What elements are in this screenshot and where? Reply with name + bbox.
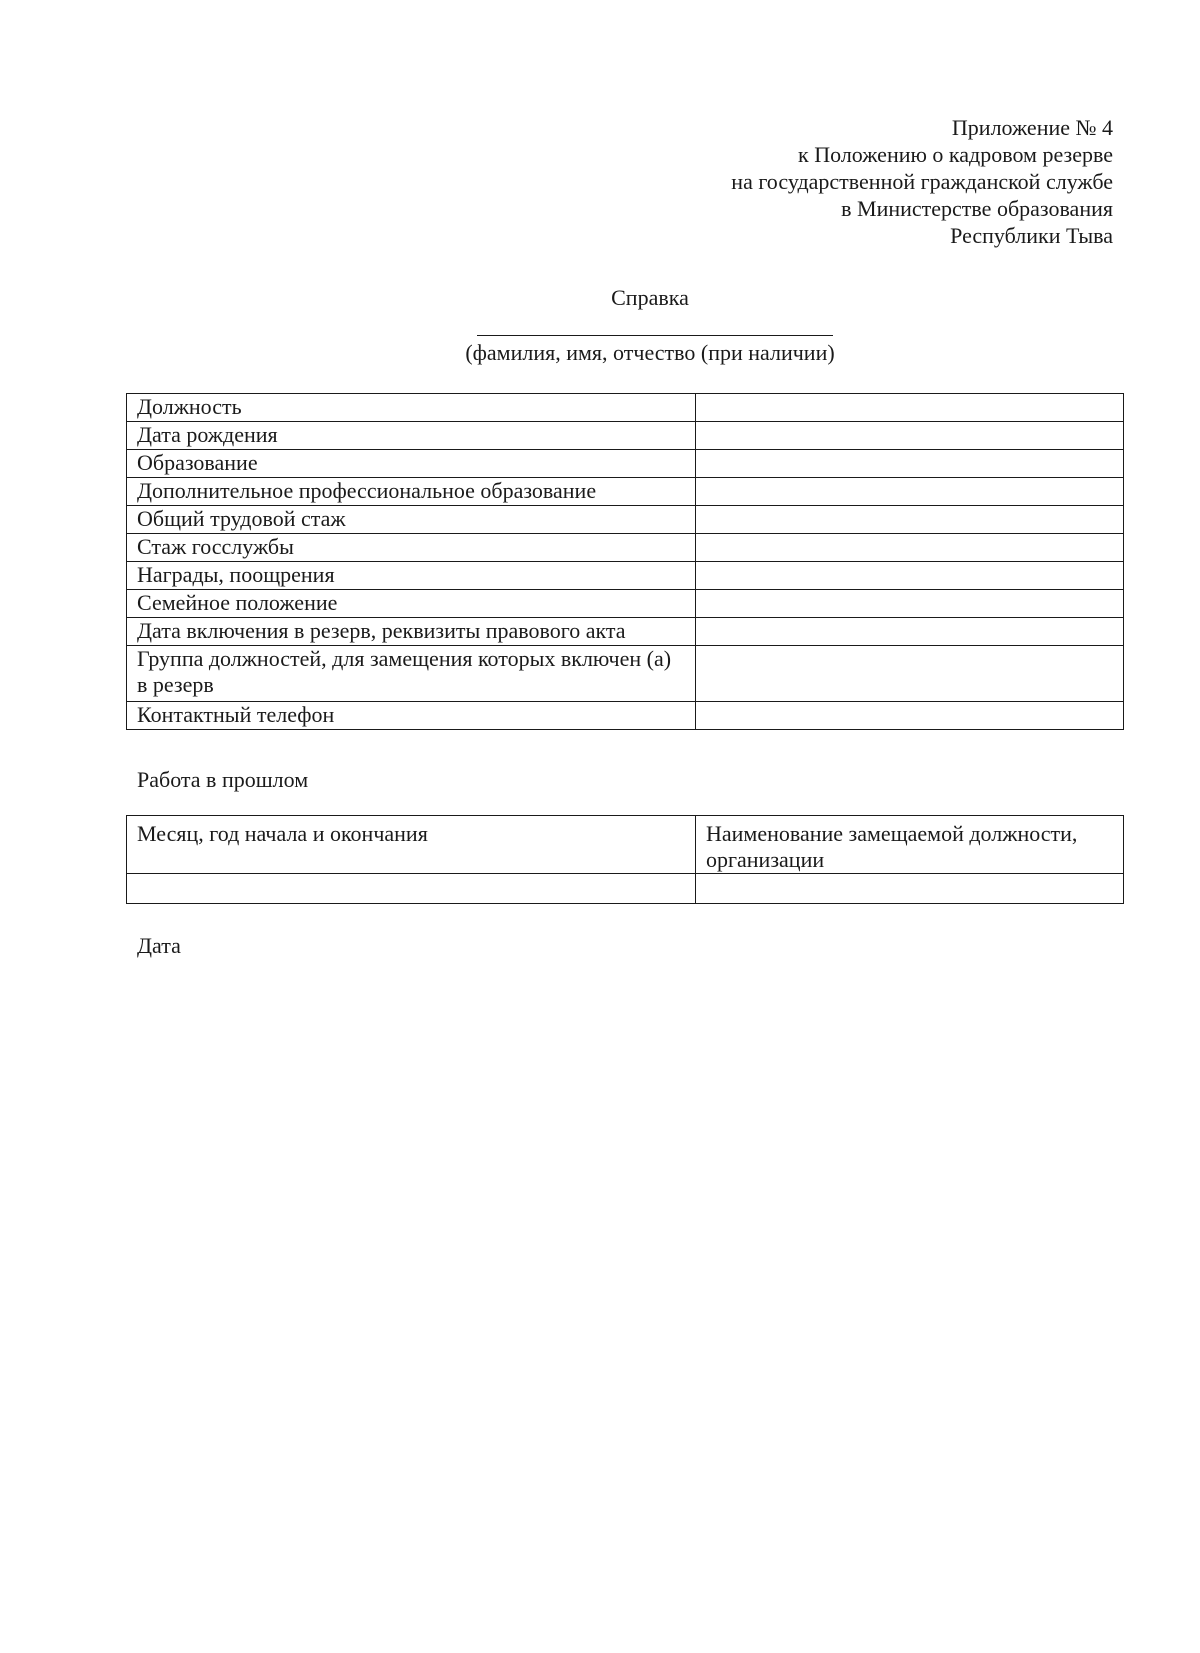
appendix-header-line: Приложение № 4 xyxy=(951,115,1113,140)
table-header-row xyxy=(127,816,1124,874)
row-value xyxy=(696,590,1124,618)
row-label: Стаж госслужбы xyxy=(127,534,696,562)
appendix-header-line: к Положению о кадровом резерве xyxy=(798,142,1113,167)
name-blank-line xyxy=(477,335,833,336)
personal-info-table xyxy=(126,393,1124,730)
row-label: Должность xyxy=(127,394,696,422)
table-row xyxy=(127,478,1124,506)
table-row xyxy=(127,450,1124,478)
row-value xyxy=(696,506,1124,534)
row-value xyxy=(696,422,1124,450)
row-label: Дополнительное профессиональное образование xyxy=(127,478,696,506)
row-label: Дата рождения xyxy=(127,422,696,450)
table-row xyxy=(127,646,1124,702)
column-header-period: Месяц, год начала и окончания xyxy=(127,816,696,874)
table-row xyxy=(127,874,1124,904)
document-title: Справка xyxy=(611,285,689,310)
row-label: Дата включения в резерв, реквизиты правового акта xyxy=(127,618,696,646)
row-label: Контактный телефон xyxy=(127,702,696,730)
cell-position xyxy=(696,874,1124,904)
row-label: Группа должностей, для замещения которых включен (а) в резерв xyxy=(127,646,696,702)
date-label: Дата xyxy=(137,933,181,958)
appendix-header-line: в Министерстве образования xyxy=(841,196,1113,221)
table-row xyxy=(127,394,1124,422)
name-caption: (фамилия, имя, отчество (при наличии) xyxy=(465,340,835,365)
row-value xyxy=(696,702,1124,730)
row-value xyxy=(696,646,1124,702)
row-value xyxy=(696,562,1124,590)
row-value xyxy=(696,534,1124,562)
past-work-heading: Работа в прошлом xyxy=(137,767,309,792)
past-work-table xyxy=(126,815,1124,904)
row-value xyxy=(696,618,1124,646)
row-label: Образование xyxy=(127,450,696,478)
appendix-header-line: на государственной гражданской службе xyxy=(731,169,1113,194)
table-row xyxy=(127,702,1124,730)
row-value xyxy=(696,450,1124,478)
table-row xyxy=(127,534,1124,562)
row-label: Семейное положение xyxy=(127,590,696,618)
row-label: Общий трудовой стаж xyxy=(127,506,696,534)
cell-period xyxy=(127,874,696,904)
row-value xyxy=(696,394,1124,422)
table-row xyxy=(127,562,1124,590)
table-row xyxy=(127,422,1124,450)
table-row xyxy=(127,618,1124,646)
appendix-header-line: Республики Тыва xyxy=(950,223,1113,248)
appendix-header xyxy=(731,114,1113,249)
table-row xyxy=(127,590,1124,618)
row-label: Награды, поощрения xyxy=(127,562,696,590)
table-row xyxy=(127,506,1124,534)
row-value xyxy=(696,478,1124,506)
column-header-position: Наименование замещаемой должности, организации xyxy=(696,816,1124,874)
